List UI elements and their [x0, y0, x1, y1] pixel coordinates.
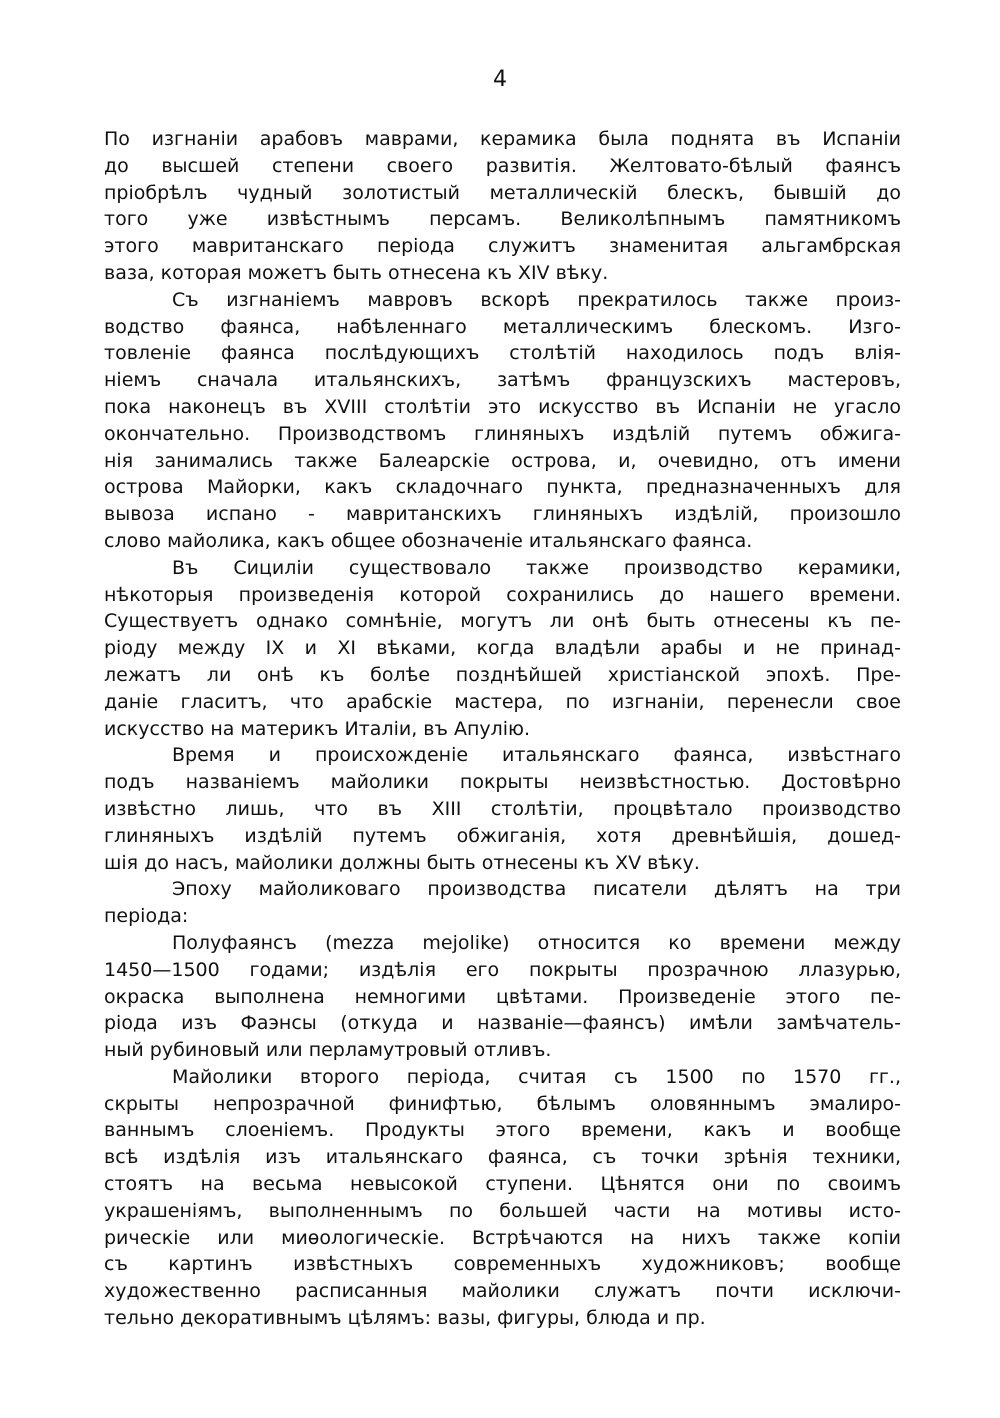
text-line: ный рубиновый или перламутровый отливъ. — [104, 1039, 552, 1062]
text-line: этого мавританскаго періода служитъ знаменитая альгамбрская — [104, 235, 901, 258]
text-line: ріоду между IX и XI вѣками, когда владѣли арабы и не принад- — [104, 637, 901, 660]
page-number: 4 — [493, 67, 507, 92]
text-line: пока наконецъ въ XVIII столѣтіи это искусство въ Испаніи не угасло — [104, 395, 901, 418]
text-line: періода: — [104, 905, 189, 928]
text-line: Съ изгнаніемъ мавровъ вскорѣ прекратилось также произ- — [172, 288, 901, 311]
text-line: искусство на материкъ Италіи, въ Апулію. — [104, 717, 531, 740]
text-line: 1450—1500 годами; издѣлія его покрыты прозрачною ллазурью, — [104, 958, 901, 981]
text-line: подъ названіемъ майолики покрыты неизвѣстностью. Достовѣрно — [104, 771, 901, 794]
paragraph — [104, 930, 901, 1064]
text-line: Существуетъ однако сомнѣніе, могутъ ли онѣ быть отнесены къ пе- — [104, 610, 901, 633]
text-line: ваннымъ слоеніемъ. Продукты этого времени, какъ и вообще — [104, 1119, 901, 1142]
text-line: нія занимались также Балеарскіе острова, и, очевидно, отъ имени — [104, 449, 901, 472]
text-line: даніе гласитъ, что арабскіе мастера, по изгнаніи, перенесли свое — [104, 690, 901, 713]
text-line: Въ Сициліи существовало также производство керамики, — [172, 556, 901, 579]
text-line: нѣкоторыя произведенія которой сохранились до нашего времени. — [104, 583, 901, 606]
text-line: извѣстно лишь, что въ XIII столѣтіи, процвѣтало производство — [104, 797, 901, 820]
text-line: глиняныхъ издѣлій путемъ обжиганія, хотя древнѣйшія, дошед- — [104, 824, 901, 847]
paragraph — [104, 742, 901, 876]
text-line: ваза, которая можетъ быть отнесена къ XIV вѣку. — [104, 261, 609, 284]
text-line: Майолики второго періода, считая съ 1500 по 1570 гг., — [172, 1065, 901, 1088]
text-line: скрыты непрозрачной финифтью, бѣлымъ оловяннымъ эмалиро- — [104, 1092, 901, 1115]
text-line: Время и происхожденіе итальянскаго фаянса, извѣстнаго — [172, 744, 901, 767]
text-line: всѣ издѣлія изъ итальянскаго фаянса, съ точки зрѣнія техники, — [104, 1146, 901, 1169]
text-line: пріобрѣлъ чудный золотистый металлическій блескъ, бывшій до — [104, 181, 901, 204]
text-line: окраска выполнена немногими цвѣтами. Произведеніе этого пе- — [104, 985, 901, 1008]
paragraph — [104, 126, 901, 287]
text-line: Полуфаянсъ (mezza mejolike) относится ко времени между — [172, 931, 901, 954]
text-line: шія до насъ, майолики должны быть отнесены къ XV вѣку. — [104, 851, 700, 874]
text-line: вывоза испано - мавританскихъ глиняныхъ издѣлій, произошло — [104, 503, 901, 526]
text-line: окончательно. Производствомъ глиняныхъ издѣлій путемъ обжига- — [104, 422, 901, 445]
text-line: товленіе фаянса послѣдующихъ столѣтій находилось подъ влія- — [104, 342, 901, 365]
paragraph — [104, 555, 901, 743]
text-line: съ картинъ извѣстныхъ современныхъ художниковъ; вообще — [104, 1253, 901, 1276]
text-line: стоятъ на весьма невысокой ступени. Цѣнятся они по своимъ — [104, 1173, 901, 1196]
text-line: слово майолика, какъ общее обозначеніе итальянскаго фаянса. — [104, 529, 753, 552]
text-line: водство фаянса, набѣленнаго металлическимъ блескомъ. Изго- — [104, 315, 901, 338]
text-line: тельно декоративнымъ цѣлямъ: вазы, фигуры, блюда и пр. — [104, 1307, 706, 1330]
paragraph — [104, 876, 901, 930]
text-line: лежатъ ли онѣ къ болѣе позднѣйшей христіанской эпохѣ. Пре- — [104, 663, 901, 686]
body-text — [104, 126, 901, 1332]
paragraph — [104, 287, 901, 555]
text-line: острова Майорки, какъ складочнаго пункта, предназначенныхъ для — [104, 476, 901, 499]
text-line: ніемъ сначала итальянскихъ, затѣмъ французскихъ мастеровъ, — [104, 369, 901, 392]
text-line: украшеніямъ, выполненнымъ по большей части на мотивы исто- — [104, 1199, 901, 1222]
text-line: По изгнаніи арабовъ маврами, керамика была поднята въ Испаніи — [104, 128, 901, 150]
text-line: того уже извѣстнымъ персамъ. Великолѣпнымъ памятникомъ — [104, 208, 901, 231]
text-line: художественно расписанныя майолики служатъ почти исключи- — [104, 1280, 901, 1303]
text-line: до высшей степени своего развитія. Желтовато-бѣлый фаянсъ — [104, 154, 901, 177]
text-line: Эпоху майоликоваго производства писатели дѣлятъ на три — [172, 878, 901, 901]
text-line: ріода изъ Фаэнсы (откуда и названіе—фаянсъ) имѣли замѣчатель- — [104, 1012, 901, 1035]
text-line: рическіе или миѳологическіе. Встрѣчаются на нихъ также копіи — [104, 1226, 901, 1249]
paragraph — [104, 1064, 901, 1332]
